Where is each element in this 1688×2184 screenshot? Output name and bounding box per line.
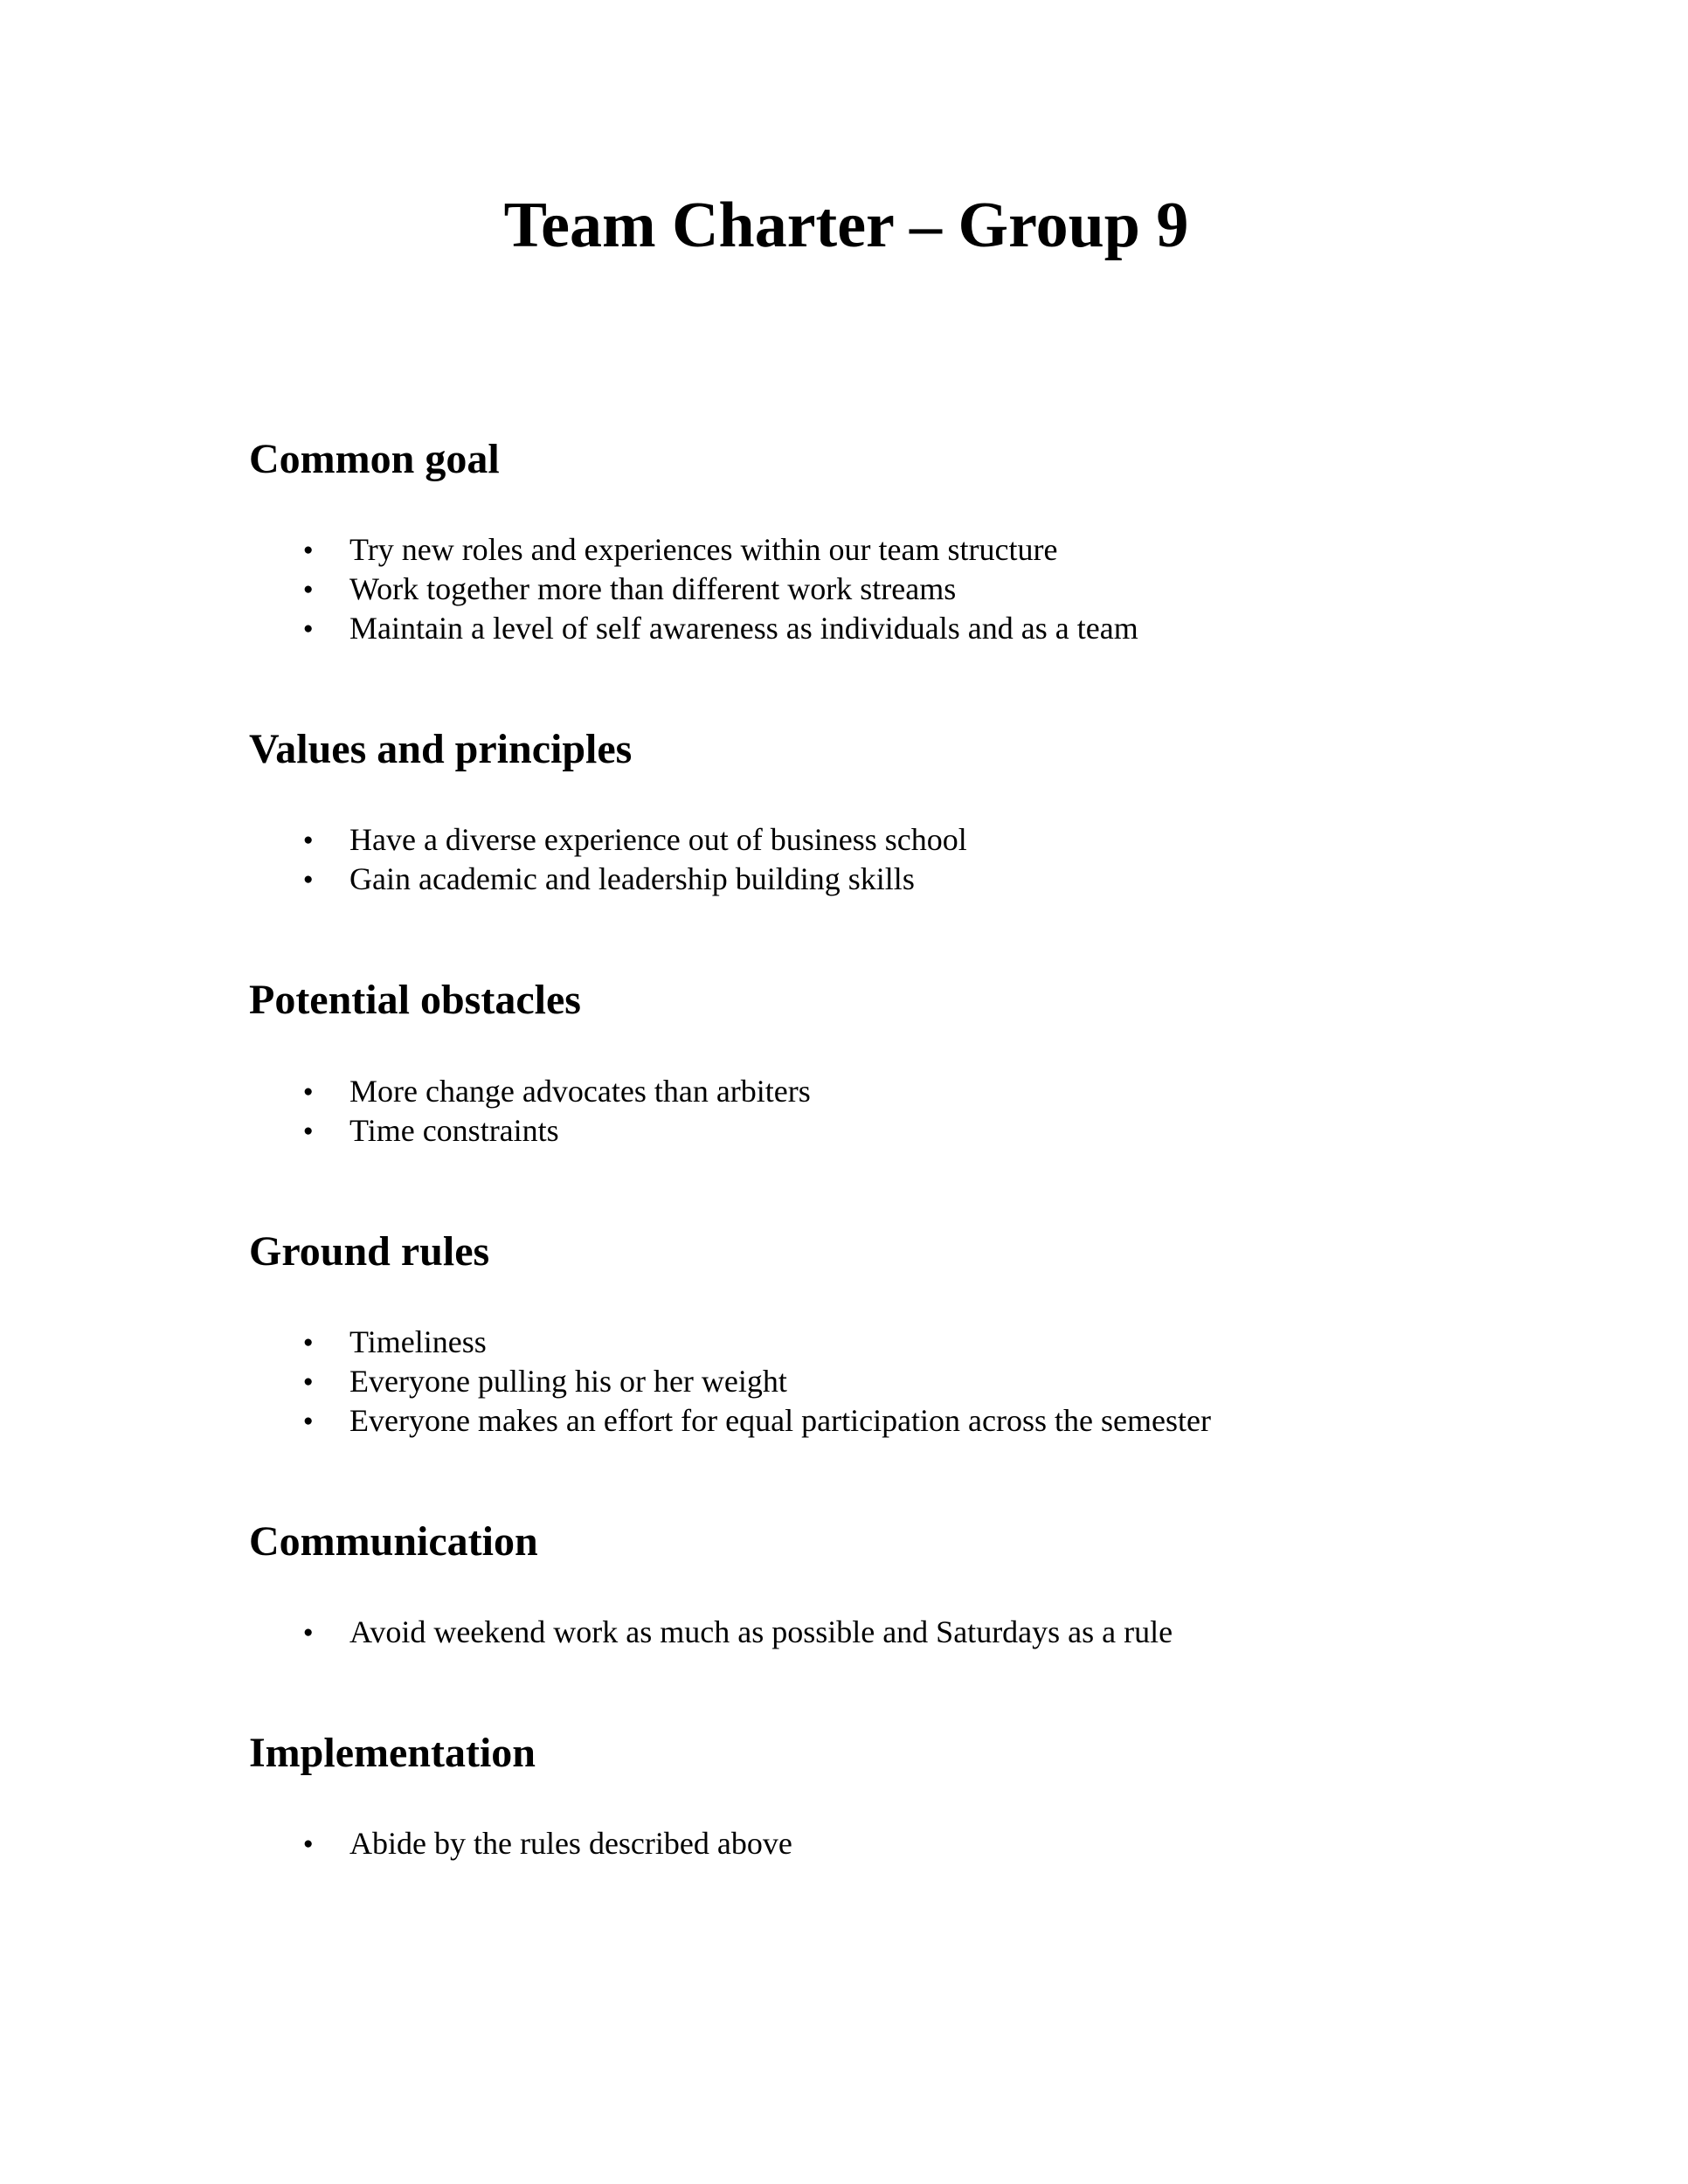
bullet-list	[249, 1072, 1443, 1151]
section-heading: Ground rules	[249, 1227, 490, 1275]
bullet-icon: ●	[303, 1835, 314, 1854]
bullet-item	[249, 570, 1443, 609]
bullet-list	[249, 530, 1443, 648]
bullet-item	[249, 1111, 1443, 1151]
section-heading: Communication	[249, 1517, 538, 1565]
bullet-text: Work together more than different work streams	[349, 571, 957, 607]
document-title: Team Charter – Group 9	[503, 190, 1189, 261]
document-section	[249, 725, 1443, 899]
bullet-item	[249, 860, 1443, 899]
bullet-text: Abide by the rules described above	[349, 1826, 792, 1862]
bullet-icon: ●	[303, 1623, 314, 1642]
bullet-icon: ●	[303, 580, 314, 599]
bullet-text: Time constraints	[349, 1112, 559, 1148]
bullet-text: Everyone makes an effort for equal participation across the semester	[349, 1402, 1211, 1438]
bullet-list	[249, 1824, 1443, 1863]
bullet-item	[249, 1401, 1443, 1441]
bullet-icon: ●	[303, 831, 314, 850]
bullet-icon: ●	[303, 619, 314, 639]
bullet-item	[249, 1824, 1443, 1863]
section-heading: Common goal	[249, 436, 500, 483]
bullet-icon: ●	[303, 1121, 314, 1140]
bullet-item	[249, 609, 1443, 648]
bullet-text: Everyone pulling his or her weight	[349, 1363, 787, 1399]
bullet-text: Avoid weekend work as much as possible and Saturdays as a rule	[349, 1614, 1173, 1650]
bullet-item	[249, 1362, 1443, 1401]
bullet-text: More change advocates than arbiters	[349, 1073, 811, 1109]
bullet-list	[249, 820, 1443, 899]
bullet-list	[249, 1323, 1443, 1441]
bullet-item	[249, 1613, 1443, 1652]
document-section	[249, 1517, 1443, 1652]
bullet-icon: ●	[303, 1332, 314, 1351]
section-heading: Implementation	[249, 1730, 536, 1777]
document-section	[249, 1729, 1443, 1863]
bullet-icon: ●	[303, 1372, 314, 1391]
bullet-icon: ●	[303, 1082, 314, 1101]
document-section	[249, 1227, 1443, 1441]
sections-container	[249, 435, 1443, 1863]
bullet-icon: ●	[303, 541, 314, 560]
bullet-text: Try new roles and experiences within our team structure	[349, 532, 1058, 568]
bullet-list	[249, 1613, 1443, 1652]
bullet-icon: ●	[303, 1411, 314, 1430]
section-heading: Potential obstacles	[249, 977, 581, 1024]
bullet-text: Gain academic and leadership building skills	[349, 861, 915, 897]
document-section	[249, 435, 1443, 648]
bullet-text: Maintain a level of self awareness as individuals and as a team	[349, 611, 1138, 646]
bullet-item	[249, 1323, 1443, 1362]
bullet-item	[249, 1072, 1443, 1111]
bullet-item	[249, 530, 1443, 570]
bullet-text: Have a diverse experience out of business school	[349, 822, 967, 858]
document-section	[249, 976, 1443, 1150]
bullet-text: Timeliness	[349, 1324, 487, 1359]
section-heading: Values and principles	[249, 726, 633, 773]
bullet-icon: ●	[303, 870, 314, 889]
bullet-item	[249, 820, 1443, 860]
